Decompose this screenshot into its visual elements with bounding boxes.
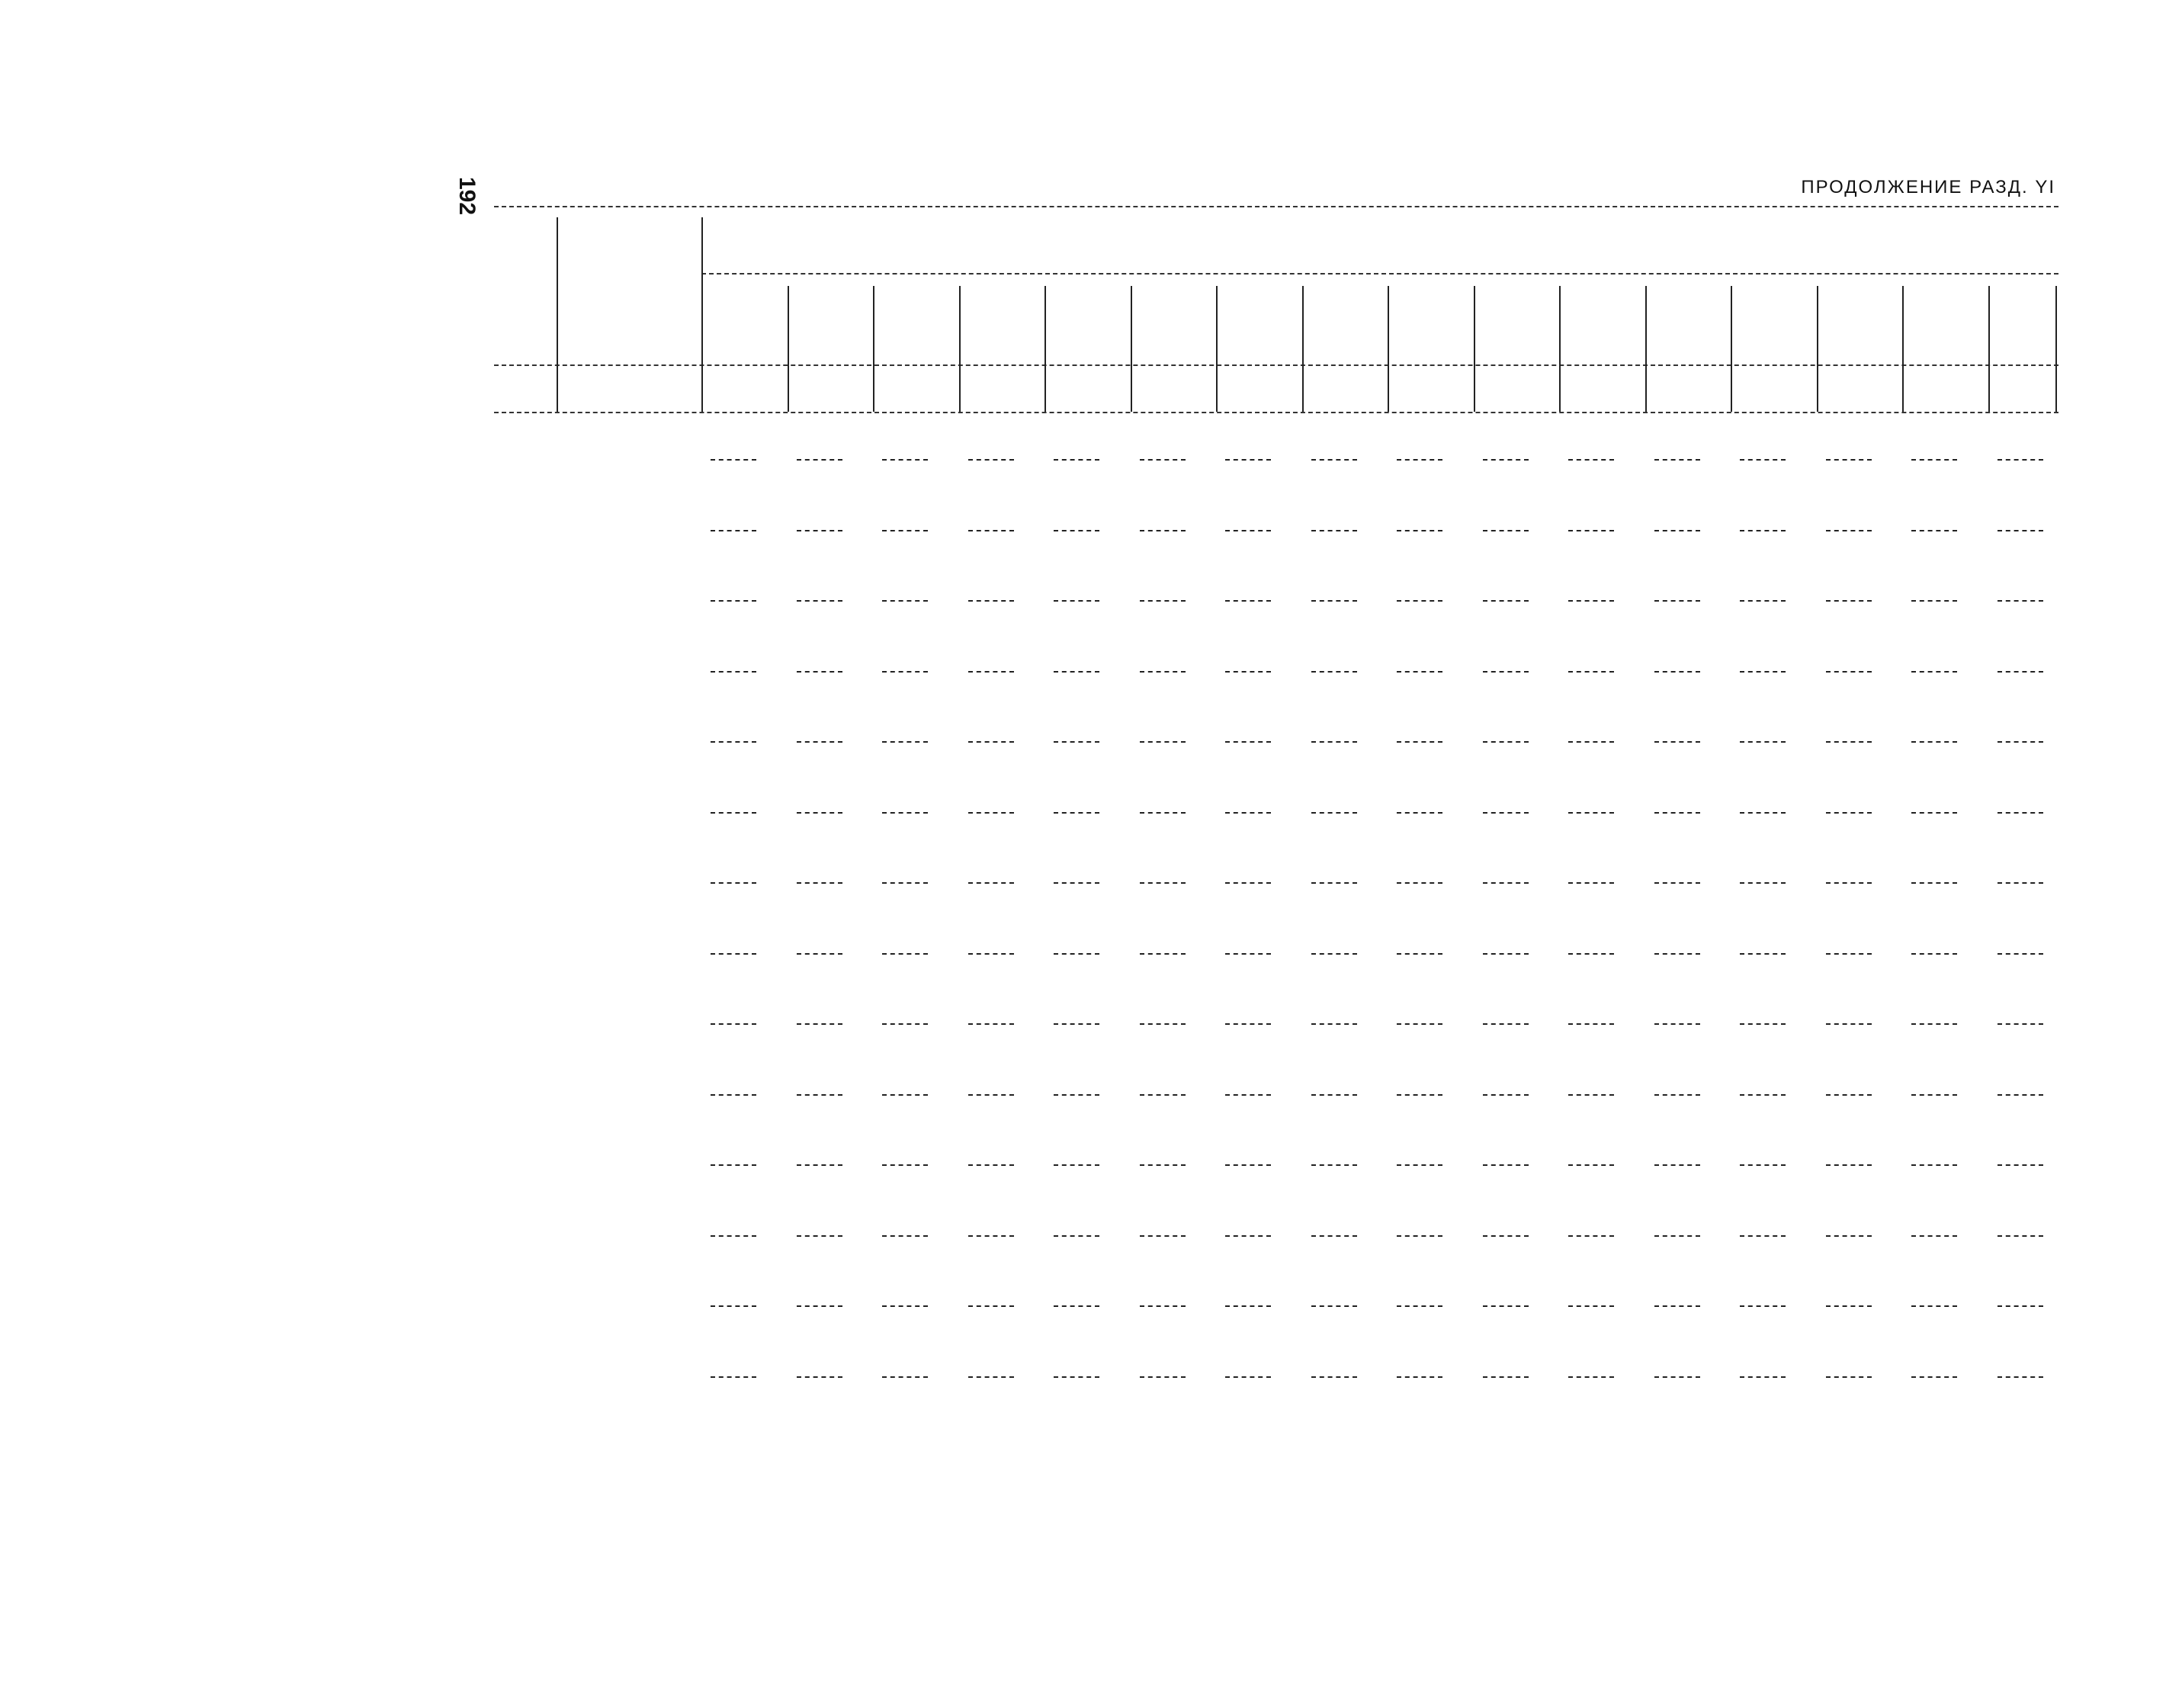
fraction-line: [968, 1305, 1014, 1307]
fraction-line: [1654, 1094, 1700, 1096]
fraction-line: [1054, 671, 1099, 673]
fraction-line: [711, 741, 756, 743]
fraction-line: [1997, 741, 2043, 743]
fraction-line: [1568, 671, 1614, 673]
district-divider: [1302, 286, 1304, 412]
fraction-line: [1311, 671, 1357, 673]
fraction-line: [1997, 1023, 2043, 1025]
fraction-line: [1140, 1235, 1186, 1237]
fraction-line: [1054, 1376, 1099, 1378]
district-divider: [1645, 286, 1647, 412]
fraction-line: [1397, 530, 1442, 531]
fraction-line: [882, 530, 928, 531]
fraction-line: [1654, 741, 1700, 743]
fraction-line: [1225, 741, 1271, 743]
fraction-line: [1483, 1235, 1529, 1237]
fraction-line: [1568, 1023, 1614, 1025]
fraction-line: [1225, 953, 1271, 955]
fraction-line: [1997, 953, 2043, 955]
fraction-line: [1054, 1305, 1099, 1307]
fraction-line: [1911, 1094, 1957, 1096]
fraction-line: [1997, 671, 2043, 673]
fraction-line: [1483, 1023, 1529, 1025]
header-rule: [494, 364, 2058, 366]
fraction-line: [1140, 882, 1186, 884]
fraction-line: [711, 953, 756, 955]
fraction-line: [711, 882, 756, 884]
fraction-line: [1911, 741, 1957, 743]
fraction-line: [1225, 600, 1271, 602]
fraction-line: [1997, 1164, 2043, 1166]
fraction-line: [1397, 1094, 1442, 1096]
fraction-line: [882, 1235, 928, 1237]
fraction-line: [1311, 812, 1357, 814]
fraction-line: [797, 1094, 842, 1096]
fraction-line: [968, 459, 1014, 461]
fraction-line: [1483, 882, 1529, 884]
fraction-line: [797, 1376, 842, 1378]
fraction-line: [1826, 953, 1872, 955]
fraction-line: [1225, 1094, 1271, 1096]
page-number: 192: [454, 177, 480, 216]
fraction-line: [711, 812, 756, 814]
fraction-line: [797, 812, 842, 814]
fraction-line: [1568, 953, 1614, 955]
fraction-line: [1397, 741, 1442, 743]
fraction-line: [1225, 812, 1271, 814]
fraction-line: [882, 600, 928, 602]
fraction-line: [1568, 530, 1614, 531]
fraction-line: [1654, 671, 1700, 673]
fraction-line: [1568, 459, 1614, 461]
fraction-line: [1568, 1376, 1614, 1378]
fraction-line: [1911, 1305, 1957, 1307]
district-divider: [788, 286, 789, 412]
district-divider: [1559, 286, 1561, 412]
fraction-line: [1397, 1235, 1442, 1237]
fraction-line: [1054, 812, 1099, 814]
fraction-line: [1397, 953, 1442, 955]
fraction-line: [1654, 1023, 1700, 1025]
fraction-line: [882, 1094, 928, 1096]
fraction-line: [1826, 1164, 1872, 1166]
fraction-line: [1826, 1376, 1872, 1378]
fraction-line: [882, 1305, 928, 1307]
fraction-line: [1654, 882, 1700, 884]
district-divider: [1388, 286, 1389, 412]
fraction-line: [1654, 530, 1700, 531]
fraction-line: [1911, 671, 1957, 673]
fraction-line: [1911, 1376, 1957, 1378]
fraction-line: [1225, 882, 1271, 884]
fraction-line: [711, 1376, 756, 1378]
fraction-line: [882, 459, 928, 461]
fraction-line: [1311, 1235, 1357, 1237]
fraction-line: [1911, 882, 1957, 884]
fraction-line: [1826, 741, 1872, 743]
fraction-line: [1826, 530, 1872, 531]
fraction-line: [1225, 459, 1271, 461]
fraction-line: [968, 1094, 1014, 1096]
district-divider: [959, 286, 961, 412]
fraction-line: [1654, 1305, 1700, 1307]
fraction-line: [711, 671, 756, 673]
fraction-line: [1997, 882, 2043, 884]
fraction-line: [1311, 741, 1357, 743]
fraction-line: [1826, 1305, 1872, 1307]
fraction-line: [1311, 1094, 1357, 1096]
fraction-line: [1740, 600, 1786, 602]
fraction-line: [797, 600, 842, 602]
district-divider: [1216, 286, 1218, 412]
fraction-line: [1654, 459, 1700, 461]
fraction-line: [797, 1164, 842, 1166]
fraction-line: [1654, 812, 1700, 814]
fraction-line: [1140, 953, 1186, 955]
fraction-line: [1054, 953, 1099, 955]
fraction-line: [1311, 953, 1357, 955]
fraction-line: [1568, 1305, 1614, 1307]
fraction-line: [882, 1164, 928, 1166]
fraction-line: [968, 1235, 1014, 1237]
fraction-line: [1140, 1164, 1186, 1166]
fraction-line: [1397, 459, 1442, 461]
fraction-line: [968, 741, 1014, 743]
fraction-line: [1054, 600, 1099, 602]
col-n-divider: [557, 217, 558, 412]
fraction-line: [1740, 1235, 1786, 1237]
colnum-rule: [494, 412, 2058, 413]
fraction-line: [1140, 812, 1186, 814]
fraction-line: [1397, 600, 1442, 602]
fraction-line: [1911, 600, 1957, 602]
fraction-line: [1397, 1305, 1442, 1307]
fraction-line: [968, 600, 1014, 602]
fraction-line: [1311, 1376, 1357, 1378]
fraction-line: [711, 1094, 756, 1096]
fraction-line: [1740, 1023, 1786, 1025]
fraction-line: [797, 1235, 842, 1237]
fraction-line: [1740, 812, 1786, 814]
fraction-line: [797, 741, 842, 743]
fraction-line: [1568, 1164, 1614, 1166]
fraction-line: [1140, 1376, 1186, 1378]
fraction-line: [1740, 1376, 1786, 1378]
fraction-line: [1911, 953, 1957, 955]
fraction-line: [1225, 1164, 1271, 1166]
fraction-line: [1225, 1376, 1271, 1378]
fraction-line: [1483, 600, 1529, 602]
fraction-line: [797, 1305, 842, 1307]
district-divider-end: [2055, 286, 2057, 412]
fraction-line: [1311, 600, 1357, 602]
fraction-line: [882, 953, 928, 955]
fraction-line: [1740, 882, 1786, 884]
fraction-line: [1311, 1305, 1357, 1307]
fraction-line: [1311, 530, 1357, 531]
fraction-line: [968, 882, 1014, 884]
fraction-line: [1397, 1164, 1442, 1166]
fraction-line: [1311, 1023, 1357, 1025]
fraction-line: [1740, 459, 1786, 461]
fraction-line: [1997, 600, 2043, 602]
fraction-line: [882, 1023, 928, 1025]
fraction-line: [1483, 671, 1529, 673]
fraction-line: [1826, 882, 1872, 884]
fraction-line: [797, 882, 842, 884]
district-divider: [1817, 286, 1818, 412]
fraction-line: [1568, 1235, 1614, 1237]
fraction-line: [1054, 1235, 1099, 1237]
fraction-line: [1140, 530, 1186, 531]
fraction-line: [797, 1023, 842, 1025]
fraction-line: [1740, 1094, 1786, 1096]
fraction-line: [1054, 741, 1099, 743]
district-divider: [1474, 286, 1475, 412]
fraction-line: [1054, 459, 1099, 461]
fraction-line: [1826, 1094, 1872, 1096]
fraction-line: [1740, 1305, 1786, 1307]
fraction-line: [882, 741, 928, 743]
fraction-line: [797, 530, 842, 531]
fraction-line: [1140, 1094, 1186, 1096]
fraction-line: [711, 1164, 756, 1166]
district-divider: [1044, 286, 1046, 412]
fraction-line: [1911, 459, 1957, 461]
fraction-line: [797, 459, 842, 461]
fraction-line: [882, 882, 928, 884]
fraction-line: [1740, 953, 1786, 955]
fraction-line: [1826, 1235, 1872, 1237]
fraction-line: [1740, 671, 1786, 673]
fraction-line: [1911, 1164, 1957, 1166]
district-divider: [873, 286, 874, 412]
fraction-line: [1568, 741, 1614, 743]
district-divider: [1988, 286, 1990, 412]
fraction-line: [1140, 671, 1186, 673]
fraction-line: [1054, 882, 1099, 884]
fraction-line: [968, 1164, 1014, 1166]
fraction-line: [1311, 1164, 1357, 1166]
fraction-line: [1740, 1164, 1786, 1166]
fraction-line: [1397, 812, 1442, 814]
fraction-line: [1997, 1376, 2043, 1378]
fraction-line: [1568, 600, 1614, 602]
fraction-line: [1054, 1023, 1099, 1025]
fraction-line: [1311, 459, 1357, 461]
fraction-line: [1997, 1305, 2043, 1307]
fraction-line: [1225, 1235, 1271, 1237]
fraction-line: [1397, 671, 1442, 673]
fraction-line: [1054, 1164, 1099, 1166]
fraction-line: [1997, 1235, 2043, 1237]
fraction-line: [968, 530, 1014, 531]
fraction-line: [1483, 459, 1529, 461]
fraction-line: [1225, 530, 1271, 531]
fraction-line: [1997, 1094, 2043, 1096]
district-divider: [1131, 286, 1132, 412]
fraction-line: [882, 1376, 928, 1378]
fraction-line: [968, 812, 1014, 814]
fraction-line: [968, 1023, 1014, 1025]
fraction-line: [1483, 741, 1529, 743]
fraction-line: [1225, 1305, 1271, 1307]
district-divider: [1902, 286, 1904, 412]
fraction-line: [1483, 953, 1529, 955]
fraction-line: [1483, 1164, 1529, 1166]
fraction-line: [711, 530, 756, 531]
fraction-line: [1397, 882, 1442, 884]
fraction-line: [711, 600, 756, 602]
fraction-line: [1740, 741, 1786, 743]
fraction-line: [882, 812, 928, 814]
fraction-line: [797, 953, 842, 955]
fraction-line: [968, 671, 1014, 673]
fraction-line: [1654, 1376, 1700, 1378]
fraction-line: [968, 953, 1014, 955]
fraction-line: [1654, 953, 1700, 955]
fraction-line: [711, 1305, 756, 1307]
fraction-line: [1740, 530, 1786, 531]
fraction-line: [968, 1376, 1014, 1378]
fraction-line: [1397, 1023, 1442, 1025]
fraction-line: [1826, 812, 1872, 814]
fraction-line: [1483, 1094, 1529, 1096]
fraction-line: [1054, 1094, 1099, 1096]
group-title-rule: [701, 273, 2058, 274]
fraction-line: [1483, 530, 1529, 531]
fraction-line: [1911, 1023, 1957, 1025]
fraction-line: [711, 459, 756, 461]
continuation-title: ПРОДОЛЖЕНИЕ РАЗД. YI: [1801, 177, 2055, 197]
fraction-line: [1826, 459, 1872, 461]
fraction-line: [1911, 812, 1957, 814]
fraction-line: [1311, 882, 1357, 884]
fraction-line: [1997, 812, 2043, 814]
fraction-line: [1140, 459, 1186, 461]
fraction-line: [1140, 1023, 1186, 1025]
fraction-line: [1568, 812, 1614, 814]
fraction-line: [1826, 1023, 1872, 1025]
fraction-line: [1140, 600, 1186, 602]
district-divider: [1731, 286, 1732, 412]
fraction-line: [1140, 1305, 1186, 1307]
fraction-line: [1483, 812, 1529, 814]
fraction-line: [1654, 1235, 1700, 1237]
fraction-line: [711, 1235, 756, 1237]
fraction-line: [1483, 1376, 1529, 1378]
fraction-line: [1397, 1376, 1442, 1378]
fraction-line: [1826, 600, 1872, 602]
fraction-line: [1997, 530, 2043, 531]
fraction-line: [1654, 600, 1700, 602]
fraction-line: [797, 671, 842, 673]
fraction-line: [882, 671, 928, 673]
fraction-line: [1483, 1305, 1529, 1307]
fraction-line: [1997, 459, 2043, 461]
top-rule: [494, 206, 2058, 207]
fraction-line: [1140, 741, 1186, 743]
fraction-line: [711, 1023, 756, 1025]
fraction-line: [1911, 1235, 1957, 1237]
fraction-line: [1568, 882, 1614, 884]
fraction-line: [1568, 1094, 1614, 1096]
col-code-divider: [701, 217, 703, 412]
fraction-line: [1054, 530, 1099, 531]
fraction-line: [1225, 1023, 1271, 1025]
fraction-line: [1225, 671, 1271, 673]
fraction-line: [1911, 530, 1957, 531]
fraction-line: [1826, 671, 1872, 673]
fraction-line: [1654, 1164, 1700, 1166]
